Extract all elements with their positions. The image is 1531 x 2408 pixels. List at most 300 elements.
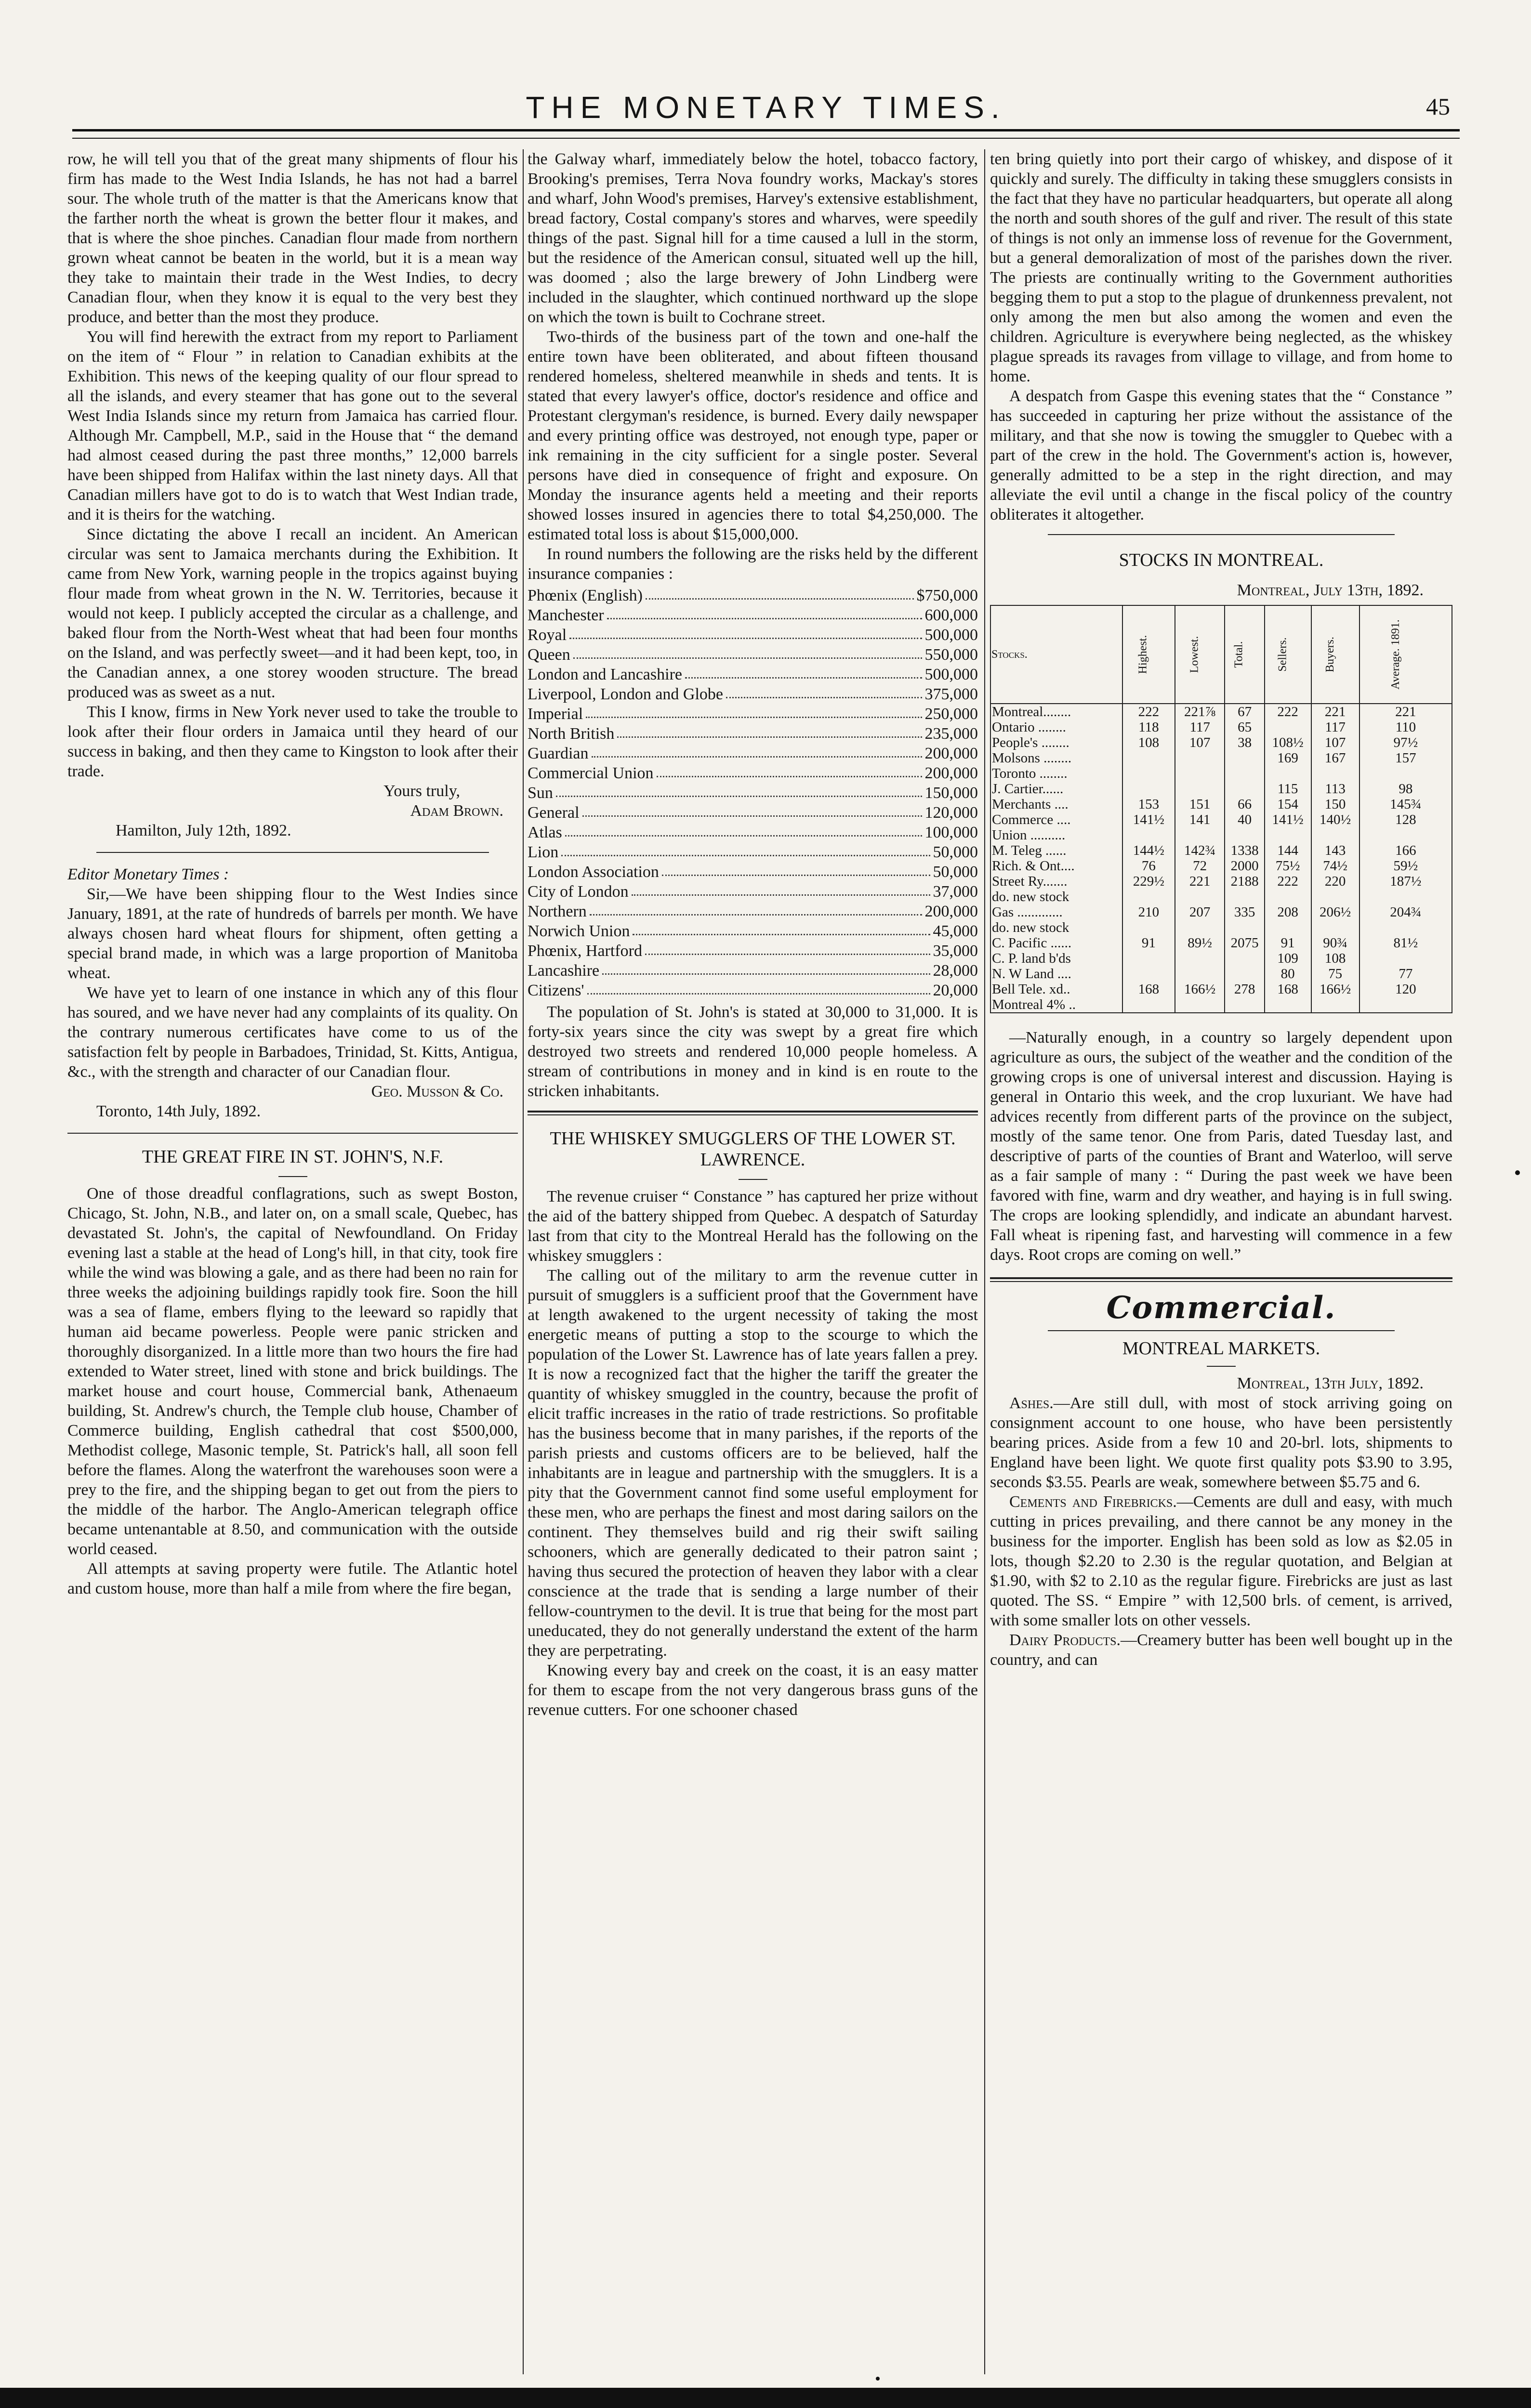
table-cell: 210 [1122, 904, 1175, 920]
editor-salutation: Editor Monetary Times : [67, 865, 229, 883]
risk-company: Norwich Union [528, 922, 630, 940]
leader-dots [561, 842, 930, 856]
table-cell: 145¾ [1359, 797, 1452, 812]
risk-row [528, 684, 978, 704]
table-cell: 220 [1311, 874, 1359, 889]
paragraph: One of those dreadful conflagrations, such as swept Boston, Chicago, St. John, N.B., and later on, on a small scale, Quebec, has devastated St. John's, the capital of Newfoundland. On Friday evening last a stable at the head of Long's hill, in that city, took fire while the wind was blowing a gale, and as there had been no rain for three weeks the adjoining buildings rapidly took fire. Soon the hill was a sea of flame, embers flying to the leeward so rapidly that human aid became powerless. People were panic stricken and thoroughly disorganized. In a little more than two hours the fire had extended to Water street, lined with stone and brick buildings. The market house and court house, Commercial bank, Athenaeum building, St. Andrew's church, the Temple club house, Chamber of Commerce building, English cathedral that cost $500,000, Methodist college, Masonic temple, St. Patrick's hall, all soon fell before the flames. Along the waterfront the warehouses soon were a prey to the fire, and the shipping began to get out from the piers to the middle of the harbor. The Anglo-American telegraph office became untenantable at 8.50, and communication with the outside world ceased. [67, 1185, 518, 1558]
risk-row [528, 763, 978, 783]
column-1 [67, 149, 518, 2384]
table-cell [1311, 766, 1359, 781]
table-cell: 108 [1122, 735, 1175, 750]
table-cell [1122, 889, 1175, 904]
leader-dots [617, 724, 922, 738]
risk-row [528, 882, 978, 902]
table-cell: 229½ [1122, 874, 1175, 889]
table-row [990, 720, 1452, 735]
table-cell [1122, 920, 1175, 935]
table-cell: 107 [1175, 735, 1225, 750]
paragraph: ten bring quietly into port their cargo of whiskey, and dispose of it quickly and surely. The difficulty in taking these smugglers consists in the fact that they have no particular headquarters, but operate all along the north and south shores of the gulf and river. The result of this state of things is not only an immense loss of revenue for the Government, but a general demoralization of most of the parishes down the river. The priests are continually writing to the Government authorities begging them to put a stop to the plague of drunkenness prevalent, not only among the men but also among the women and even the children. Agriculture is everywhere being neglected, as the whiskey plague spreads its ravages from village to village, and from home to home. [990, 150, 1452, 385]
risk-amount: 200,000 [924, 745, 978, 762]
table-cell: 90¾ [1311, 935, 1359, 951]
risk-company: London Association [528, 863, 659, 881]
table-row [990, 766, 1452, 781]
table-cell: 168 [1122, 982, 1175, 997]
table-cell [1225, 920, 1264, 935]
table-cell: 154 [1265, 797, 1311, 812]
risk-row [528, 941, 978, 961]
table-cell: 75 [1311, 966, 1359, 982]
table-date: Montreal, July 13th, 1892. [1237, 581, 1424, 599]
paragraph: A despatch from Gaspe this evening states that the “ Constance ” has succeeded in capturing her prize without the assistance of the military, and that she now is towing the smuggler to Quebec with a part of the crew in the hold. The Government's action is, however, generally admitted to be a step in the right direction, and may alleviate the evil until a change in the fiscal policy of the country obliterates it altogether. [990, 387, 1452, 523]
table-cell: 67 [1225, 704, 1264, 720]
paragraph: Sir,—We have been shipping flour to the West Indies since January, 1891, at the rate of hundreds of barrels per month. We have always chosen hard wheat flours for shipment, often getting a special brand made, in which was a large proportion of Manitoba wheat. [67, 885, 518, 982]
table-cell: 141 [1175, 812, 1225, 827]
risk-row [528, 724, 978, 744]
letter-signature: Adam Brown. [410, 802, 503, 820]
publication-title: THE MONETARY TIMES. [526, 90, 1006, 125]
leader-dots [586, 704, 922, 718]
risk-row [528, 902, 978, 921]
page-number: 45 [1426, 93, 1450, 120]
risk-amount: 37,000 [933, 883, 978, 901]
risk-amount: $750,000 [916, 587, 978, 604]
table-cell: 117 [1175, 720, 1225, 735]
leader-dots [646, 586, 914, 600]
stock-name: Commerce .... [990, 812, 1122, 827]
risk-company: Northern [528, 903, 587, 920]
risk-row [528, 981, 978, 1000]
table-cell: 77 [1359, 966, 1452, 982]
table-cell [1175, 827, 1225, 843]
table-cell: 97½ [1359, 735, 1452, 750]
table-cell: 113 [1311, 781, 1359, 797]
table-cell [1359, 827, 1452, 843]
paragraph: The population of St. John's is stated at 30,000 to 31,000. It is forty-six years since the city was swept by a great fire which destroyed two streets and rendered 10,000 people homeless. A stream of contributions in money and in kind is en route to the stricken inhabitants. [528, 1003, 978, 1100]
risk-amount: 250,000 [924, 705, 978, 723]
table-cell: 207 [1175, 904, 1225, 920]
insurance-risks-list [528, 586, 978, 1000]
dateline: Hamilton, July 12th, 1892. [116, 822, 291, 839]
leader-dots [573, 645, 922, 659]
table-cell: 108 [1311, 951, 1359, 966]
table-cell: 221 [1359, 704, 1452, 720]
table-cell: 2188 [1225, 874, 1264, 889]
table-cell [1122, 966, 1175, 982]
stock-name: J. Cartier...... [990, 781, 1122, 797]
table-cell [1359, 766, 1452, 781]
stock-name: C. P. land b'ds [990, 951, 1122, 966]
market-paragraph [990, 1393, 1452, 1492]
table-cell [1265, 720, 1311, 735]
table-row [990, 858, 1452, 874]
risk-company: Queen [528, 646, 570, 664]
stock-name: Ontario ........ [990, 720, 1122, 735]
table-row [990, 704, 1452, 720]
risk-row [528, 842, 978, 862]
risk-company: Imperial [528, 705, 583, 723]
paragraph: All attempts at saving property were futile. The Atlantic hotel and custom house, more than half a mile from where the fire began, [67, 1560, 518, 1597]
table-cell: 74½ [1311, 858, 1359, 874]
scan-edge [0, 2388, 1531, 2408]
table-header-row [990, 605, 1452, 704]
paragraph: The calling out of the military to arm the revenue cutter in pursuit of smugglers is a sufficient proof that the Government have at length awakened to the urgent necessity of taking the most energetic means of putting a stop to the scourge to which the population of the Lower St. Lawrence has of late years fallen a prey. It is now a recognized fact that the higher the tariff the greater the quantity of whiskey smuggled in the country, because the profit of elicit traffic increases in the ratio of trade restrictions. So profitable has the business become that in many parishes, if the reports of the parish priests and customs officers are to be believed, half the inhabitants are in league and partnership with the smugglers. It is a pity that the Government cannot find some useful employment for these men, who are perhaps the finest and most daring sailors on the continent. They themselves build and rig their swift sailing schooners, which are generally dedicated to their patron saint ; having thus secured the protection of heaven they labor with a clear conscience at the trade that is sending a large number of their fellow-countrymen to the devil. It is true that being for the most part uneducated, they do not generally understand the extent of the harm they are perpetrating. [528, 1267, 978, 1660]
paragraph: row, he will tell you that of the great many shipments of flour his firm has made to the West India Islands, he has not had a barrel sour. The whole truth of the matter is that the Americans know that the farther north the wheat is grown the better flour it makes, and that is where the shoe pinches. Canadian flour made from northern grown wheat cannot be beaten in the world, but it is a mean way they take to maintain their trade in the West Indies, to decry Canadian flour, when they know it is equal to the very best they produce, and better than the most they produce. [67, 150, 518, 326]
stocks-table [990, 605, 1452, 1013]
table-cell [1175, 966, 1225, 982]
leader-dots [632, 882, 930, 896]
stock-name: do. new stock [990, 920, 1122, 935]
paragraph: —Naturally enough, in a country so largely dependent upon agriculture as ours, the subject of the weather and the condition of the growing crops is one of universal interest and discussion. Haying is general in Ontario this week, and the crop luxuriant. We have had advices recently from different parts of the province on the subject, mostly of the same tenor. One from Paris, dated Tuesday last, and descriptive of parts of the counties of Brant and Waterloo, will serve as a fair sample of many : “ During the past week we have been favored with fine, warm and dry weather, and haying is in full swing. The crops are looking splendidly, and indicate an abundant harvest. Fall wheat is ripening fast, and harvesting will commence in a few days. Root crops are coming on well.” [990, 1029, 1452, 1264]
risk-amount: 20,000 [933, 982, 978, 999]
table-row [990, 781, 1452, 797]
article-heading: MONTREAL MARKETS. [1122, 1338, 1320, 1359]
risk-row [528, 605, 978, 625]
risk-amount: 150,000 [924, 784, 978, 802]
table-row [990, 827, 1452, 843]
column-header: Average. 1891. [1359, 605, 1452, 704]
market-paragraph [990, 1492, 1452, 1630]
table-cell: 2075 [1225, 935, 1264, 951]
table-row [990, 750, 1452, 766]
table-cell: 89½ [1175, 935, 1225, 951]
table-cell [1175, 997, 1225, 1013]
risk-company: London and Lancashire [528, 666, 682, 683]
table-cell [1175, 889, 1225, 904]
paragraph: the Galway wharf, immediately below the hotel, tobacco factory, Brooking's premises, Terra Nova foundry works, Mackay's stores and wharf, John Wood's premises, Harvey's extensive establishment, bread factory, Costal company's stores and wharves, were speedily things of the past. Signal hill for a time caused a lull in the storm, but the residence of the American consul, situated well up the hill, was doomed ; also the large brewery of John Lindberg were included in the slaughter, which continued northward up the slope on which the town is built to Cochrane street. [528, 150, 978, 326]
stock-name: Rich. & Ont.... [990, 858, 1122, 874]
heading-dash [1207, 1366, 1236, 1367]
column-divider [523, 149, 524, 2374]
table-cell: 222 [1265, 704, 1311, 720]
leader-dots [657, 763, 922, 777]
table-cell [1265, 889, 1311, 904]
heading-dash [739, 1179, 767, 1180]
table-cell: 221 [1175, 874, 1225, 889]
table-row [990, 997, 1452, 1013]
leader-dots [602, 961, 930, 975]
table-cell [1225, 781, 1264, 797]
leader-dots [569, 625, 922, 639]
letter-closing: Yours truly, [383, 782, 460, 800]
table-cell [1311, 827, 1359, 843]
table-cell: 204¾ [1359, 904, 1452, 920]
markets-date: Montreal, 13th July, 1892. [1237, 1374, 1424, 1392]
risk-row [528, 665, 978, 684]
column-3 [990, 149, 1452, 2384]
risk-company: Citizens' [528, 982, 584, 999]
table-row [990, 889, 1452, 904]
table-cell: 80 [1265, 966, 1311, 982]
table-cell: 118 [1122, 720, 1175, 735]
risk-row [528, 823, 978, 842]
table-cell [1225, 750, 1264, 766]
table-cell: 141½ [1122, 812, 1175, 827]
table-cell [1225, 951, 1264, 966]
stock-name: Gas ............. [990, 904, 1122, 920]
risk-amount: 28,000 [933, 962, 978, 980]
section-title: Commercial. [1106, 1290, 1336, 1326]
market-text: —Are still dull, with most of stock arriving going on consignment account to one house, who have been persistently bearing prices. Aside from a few 10 and 20-brl. lots, shipments to England have been light. We quote first quality pots $3.90 to 3.95, seconds $3.55. Pearls are weak, somewhere between $5.75 and 6. [990, 1394, 1452, 1491]
table-cell: 166½ [1175, 982, 1225, 997]
table-cell [1225, 889, 1264, 904]
table-cell [1175, 781, 1225, 797]
table-cell: 222 [1122, 704, 1175, 720]
stock-name: N. W Land .... [990, 966, 1122, 982]
stock-name: C. Pacific ...... [990, 935, 1122, 951]
table-cell: 169 [1265, 750, 1311, 766]
risk-row [528, 862, 978, 882]
stock-name: Montreal 4% .. [990, 997, 1122, 1013]
risk-company: Phœnix (English) [528, 587, 643, 604]
leader-dots [556, 783, 922, 797]
risk-amount: 120,000 [924, 804, 978, 822]
risk-amount: 550,000 [924, 646, 978, 664]
table-cell [1265, 997, 1311, 1013]
risk-company: Manchester [528, 606, 604, 624]
table-cell: 115 [1265, 781, 1311, 797]
market-paragraph [990, 1630, 1452, 1670]
paragraph: The revenue cruiser “ Constance ” has captured her prize without the aid of the battery shipped from Quebec. A despatch of Saturday last from that city to the Montreal Herald has the following on the whiskey smugglers : [528, 1188, 978, 1265]
column-header: Buyers. [1311, 605, 1359, 704]
table-cell: 81½ [1359, 935, 1452, 951]
risk-row [528, 645, 978, 665]
risk-amount: 200,000 [924, 903, 978, 920]
stock-name: Montreal........ [990, 704, 1122, 720]
table-cell: 144½ [1122, 843, 1175, 858]
table-cell [1175, 750, 1225, 766]
market-label: Ashes. [1009, 1394, 1054, 1412]
table-cell: 206½ [1311, 904, 1359, 920]
column-divider [984, 149, 985, 2374]
table-row [990, 966, 1452, 982]
table-cell [1122, 951, 1175, 966]
table-cell: 110 [1359, 720, 1452, 735]
table-cell: 140½ [1311, 812, 1359, 827]
risk-company: General [528, 804, 580, 822]
column-header: Highest. [1122, 605, 1175, 704]
risk-amount: 235,000 [924, 725, 978, 743]
leader-dots [592, 744, 922, 758]
section-rule [528, 1111, 978, 1115]
risk-row [528, 921, 978, 941]
column-header: Total. [1225, 605, 1264, 704]
table-cell [1122, 827, 1175, 843]
table-cell [1122, 766, 1175, 781]
risk-company: City of London [528, 883, 629, 901]
table-cell: 167 [1311, 750, 1359, 766]
table-cell: 91 [1265, 935, 1311, 951]
table-body [990, 704, 1452, 1013]
table-heading: STOCKS IN MONTREAL. [1119, 550, 1324, 570]
risk-amount: 50,000 [933, 863, 978, 881]
table-cell: 221 [1311, 704, 1359, 720]
margin-mark [876, 2377, 880, 2381]
table-row [990, 904, 1452, 920]
paragraph: You will find herewith the extract from my report to Parliament on the item of “ Flour ” in relation to Canadian exhibits at the Exhibition. This news of the keeping quality of our flour spread to all the islands, and every steamer that has gone out to the several West India Islands since my return from Jamaica has carried flour. Although Mr. Campbell, M.P., said in the House that “ the demand had almost ceased during the past three months,” 12,000 barrels have been shipped from Halifax within the last ninety days. All that Canadian millers have got to do is to watch that West Indian trade, and it is theirs for the watching. [67, 328, 518, 523]
table-row [990, 920, 1452, 935]
risk-company: North British [528, 725, 615, 743]
letter-signature: Geo. Musson & Co. [371, 1083, 503, 1100]
paragraph: Since dictating the above I recall an incident. An American circular was sent to Jamaica merchants during the Exhibition. It came from New York, warning people in the tropics against buying flour made from wheat grown in the N. W. Territories, because it would not keep. I publicly accepted the circular as a challenge, and baked flour from the North-West wheat that had been four months on the Island, and was perfectly sweet—and it had been kept, too, in the Canadian annex, a one storey wooden structure. The bread produced was as sweet as a nut. [67, 525, 518, 701]
risk-amount: 500,000 [924, 626, 978, 644]
separator-rule [96, 852, 489, 853]
risk-company: Sun [528, 784, 553, 802]
table-cell: 151 [1175, 797, 1225, 812]
risk-amount: 200,000 [924, 764, 978, 782]
table-row [990, 735, 1452, 750]
table-cell: 108½ [1265, 735, 1311, 750]
table-cell: 59½ [1359, 858, 1452, 874]
market-text: —Creamery butter has been well bought up in the country, and can [990, 1631, 1452, 1669]
section-rule [990, 1277, 1452, 1282]
table-cell [1175, 766, 1225, 781]
risk-row [528, 704, 978, 724]
table-row [990, 843, 1452, 858]
dateline: Toronto, 14th July, 1892. [96, 1102, 261, 1120]
column-header: Lowest. [1175, 605, 1225, 704]
risk-company: Phœnix, Hartford [528, 942, 642, 960]
table-cell [1359, 997, 1452, 1013]
table-cell: 2000 [1225, 858, 1264, 874]
margin-mark [1515, 1170, 1520, 1175]
market-text: —Cements are dull and easy, with much cutting in prices prevailing, and there cannot be any money in the business for the importer. English has been sold as low as $2.05 in lots, though $2.20 to 2.30 is the regular quotation, and Belgian at $1.90, with $2 to 2.10 as the regular figure. Firebricks are just as last quoted. The SS. “ Empire ” with 12,500 brls. of cement, is arrived, with some smaller lots on other vessels. [990, 1493, 1452, 1629]
table-cell [1225, 766, 1264, 781]
risk-row [528, 803, 978, 823]
table-cell: 120 [1359, 982, 1452, 997]
table-cell: 187½ [1359, 874, 1452, 889]
stock-name: Union .......... [990, 827, 1122, 843]
stock-name: People's ........ [990, 735, 1122, 750]
separator-rule [1048, 534, 1395, 535]
table-cell: 38 [1225, 735, 1264, 750]
table-cell: 278 [1225, 982, 1264, 997]
table-cell: 109 [1265, 951, 1311, 966]
header-rule [72, 129, 1460, 131]
table-cell: 66 [1225, 797, 1264, 812]
market-label: Dairy Products. [1009, 1631, 1121, 1649]
market-label: Cements and Firebricks. [1009, 1493, 1177, 1511]
table-cell: 117 [1311, 720, 1359, 735]
table-cell: 157 [1359, 750, 1452, 766]
table-cell [1175, 951, 1225, 966]
table-cell [1225, 966, 1264, 982]
risk-amount: 35,000 [933, 942, 978, 960]
table-cell: 75½ [1265, 858, 1311, 874]
risk-amount: 600,000 [924, 606, 978, 624]
risk-company: Lancashire [528, 962, 600, 980]
leader-dots [662, 862, 930, 876]
table-cell [1265, 920, 1311, 935]
leader-dots [633, 921, 930, 935]
stock-name: Street Ry....... [990, 874, 1122, 889]
table-cell: 208 [1265, 904, 1311, 920]
risk-amount: 50,000 [933, 843, 978, 861]
table-cell [1175, 920, 1225, 935]
column-header: Stocks. [990, 605, 1122, 704]
table-cell [1265, 766, 1311, 781]
separator-rule [67, 1133, 518, 1134]
risk-company: Atlas [528, 824, 562, 841]
table-cell [1225, 827, 1264, 843]
masthead [72, 86, 1460, 124]
article-heading: THE WHISKEY SMUGGLERS OF THE LOWER ST. LAWRENCE. [550, 1128, 956, 1170]
paragraph: Knowing every bay and creek on the coast, it is an easy matter for them to escape from the not very dangerous brass guns of the revenue cutters. For one schooner chased [528, 1662, 978, 1719]
heading-dash [278, 1176, 307, 1177]
table-cell: 72 [1175, 858, 1225, 874]
risk-row [528, 744, 978, 763]
stock-name: Toronto ........ [990, 766, 1122, 781]
stock-name: do. new stock [990, 889, 1122, 904]
paragraph: This I know, firms in New York never used to take the trouble to look after their flour orders in Jamaica until they heard of our success in baking, and then they came to Kingston to look after their trade. [67, 703, 518, 780]
stock-name: Bell Tele. xd.. [990, 982, 1122, 997]
leader-dots [582, 803, 922, 817]
leader-dots [587, 981, 930, 995]
risk-company: Commercial Union [528, 764, 654, 782]
table-row [990, 951, 1452, 966]
paragraph: In round numbers the following are the risks held by the different insurance companies : [528, 545, 978, 583]
table-row [990, 874, 1452, 889]
table-cell: 144 [1265, 843, 1311, 858]
risk-company: Guardian [528, 745, 589, 762]
risk-company: Royal [528, 626, 567, 644]
column-header: Sellers. [1265, 605, 1311, 704]
table-cell: 221⅞ [1175, 704, 1225, 720]
article-heading: THE GREAT FIRE IN ST. JOHN'S, N.F. [142, 1147, 444, 1167]
table-cell: 150 [1311, 797, 1359, 812]
paragraph: We have yet to learn of one instance in which any of this flour has soured, and we have never had any complaints of its quality. On the contrary numerous certificates have come to us of the satisfaction felt by people in Barbadoes, Trinidad, St. Kitts, Antigua, &c., with the strength and character of our Canadian flour. [67, 984, 518, 1081]
leader-dots [607, 605, 922, 619]
paragraph: Two-thirds of the business part of the town and one-half the entire town have been obliterated, and about fifteen thousand rendered homeless, sheltered meanwhile in sheds and tents. It is stated that every lawyer's office, doctor's residence and office and Protestant clergyman's residence, is burned. Every daily newspaper and every printing office was destroyed, not enough type, paper or ink remaining in the city sufficient for a single poster. Several persons have died in consequence of fright and exposure. On Monday the insurance agents held a meeting and their reports showed losses insured in agencies there to total $4,250,000. The estimated total loss is about $15,000,000. [528, 328, 978, 543]
table-cell [1359, 889, 1452, 904]
table-cell: 1338 [1225, 843, 1264, 858]
risk-amount: 45,000 [933, 922, 978, 940]
leader-dots [645, 941, 930, 955]
table-cell [1311, 920, 1359, 935]
table-cell [1359, 951, 1452, 966]
stock-name: Merchants .... [990, 797, 1122, 812]
risk-row [528, 586, 978, 605]
leader-dots [565, 823, 922, 837]
leader-dots [590, 902, 922, 916]
separator-rule [1048, 1330, 1395, 1331]
table-cell: 166 [1359, 843, 1452, 858]
stock-name: M. Teleg ...... [990, 843, 1122, 858]
leader-dots [685, 665, 922, 679]
table-cell: 98 [1359, 781, 1452, 797]
risk-amount: 100,000 [924, 824, 978, 841]
table-cell: 141½ [1265, 812, 1311, 827]
column-2 [528, 149, 978, 2384]
table-cell: 40 [1225, 812, 1264, 827]
risk-amount: 375,000 [924, 685, 978, 703]
table-cell: 65 [1225, 720, 1264, 735]
table-cell: 128 [1359, 812, 1452, 827]
table-cell: 222 [1265, 874, 1311, 889]
table-cell: 143 [1311, 843, 1359, 858]
table-cell [1265, 827, 1311, 843]
table-cell [1122, 997, 1175, 1013]
table-cell: 166½ [1311, 982, 1359, 997]
risk-row [528, 783, 978, 803]
table-row [990, 797, 1452, 812]
table-row [990, 812, 1452, 827]
risk-amount: 500,000 [924, 666, 978, 683]
table-cell [1359, 920, 1452, 935]
table-cell: 153 [1122, 797, 1175, 812]
risk-row [528, 961, 978, 981]
leader-dots [726, 684, 922, 698]
table-cell [1311, 889, 1359, 904]
